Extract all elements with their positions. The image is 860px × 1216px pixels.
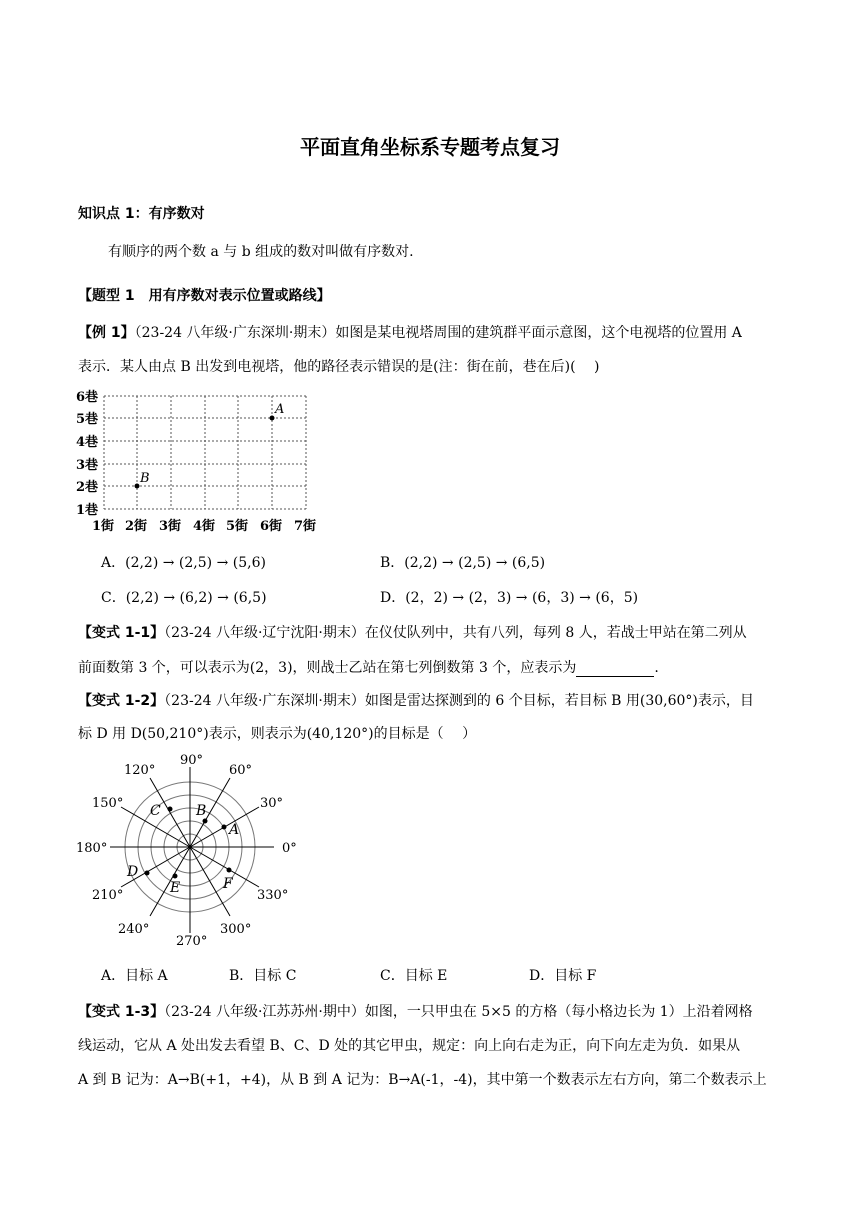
grid-y-label: 5巷	[76, 412, 99, 427]
radar-angle-label: 90°	[180, 753, 204, 768]
target-e-label: E	[170, 880, 181, 896]
variant-1-2-option-b[interactable]: B．目标 C	[229, 968, 297, 984]
knowledge-point-heading: 知识点 1：有序数对	[78, 206, 205, 222]
variant-1-2-tag: 【变式 1-2】	[78, 693, 165, 709]
variant-1-1-tag: 【变式 1-1】	[78, 625, 165, 641]
variant-1-3-text1: （23-24 八年级·江苏苏州·期中）如图，一只甲虫在 5×5 的方格（每小格边长为 1）上沿着网格	[164, 1004, 753, 1020]
radar-figure	[74, 748, 304, 950]
question-type-heading: 【题型 1 用有序数对表示位置或路线】	[78, 288, 331, 304]
point-a-label: A	[275, 402, 285, 417]
variant-1-2-option-c[interactable]: C．目标 E	[380, 968, 448, 984]
target-a-label: A	[229, 822, 240, 838]
radar-angle-label: 270°	[176, 934, 208, 949]
grid-x-label: 1街	[92, 519, 115, 534]
radar-angle-label: 150°	[92, 796, 124, 811]
street-grid-figure	[74, 388, 324, 536]
knowledge-point-text: 有顺序的两个数 a 与 b 组成的数对叫做有序数对.	[108, 244, 414, 260]
page-title: 平面直角坐标系专题考点复习	[300, 135, 560, 159]
radar-angle-label: 30°	[260, 796, 284, 811]
grid-x-label: 7街	[294, 519, 317, 534]
variant-1-3-tag: 【变式 1-3】	[78, 1004, 165, 1020]
target-b	[203, 819, 208, 824]
point-a	[270, 416, 275, 421]
grid-x-label: 6街	[260, 519, 283, 534]
grid-x-label: 3街	[159, 519, 182, 534]
radar-angle-label: 330°	[257, 888, 289, 903]
target-d	[145, 871, 150, 876]
example-1-option-c[interactable]: C．(2,2) → (6,2) → (6,5)	[101, 590, 267, 606]
variant-1-1-text1: （23-24 八年级·辽宁沈阳·期末）在仪仗队列中，共有八列，每列 8 人，若战士甲站在第二列从	[164, 625, 747, 641]
variant-1-1-line2	[78, 657, 659, 677]
radar-angle-label: 0°	[282, 841, 297, 856]
grid-y-label: 2巷	[76, 480, 99, 495]
example-1-text1: （23-24 八年级·广东深圳·期末）如图是某电视塔周围的建筑群平面示意图，这个电视塔的位置用 A	[134, 325, 742, 341]
target-f-label: F	[223, 876, 233, 892]
example-1-tag: 【例 1】	[78, 325, 135, 341]
variant-1-2-text1: （23-24 八年级·广东深圳·期末）如图是雷达探测到的 6 个目标，若目标 B 用(30,60°)表示，目	[164, 693, 754, 709]
target-c	[168, 807, 173, 812]
radar-angle-label: 300°	[220, 922, 252, 937]
variant-1-2-line1	[78, 690, 754, 710]
target-f	[227, 868, 232, 873]
example-1-option-b[interactable]: B．(2,2) → (2,5) → (6,5)	[380, 555, 546, 571]
target-b-label: B	[196, 803, 207, 819]
example-1-line1	[78, 322, 742, 342]
grid-y-label: 6巷	[76, 390, 99, 405]
grid-y-label: 3巷	[76, 458, 99, 473]
variant-1-1-text2: 前面数第 3 个，可以表示为(2，3)，则战士乙站在第七列倒数第 3 个，应表示为	[78, 660, 577, 676]
target-a	[222, 825, 227, 830]
variant-1-3-line2: 线运动，它从 A 处出发去看望 B、C、D 处的其它甲虫，规定：向上向右走为正，向下向左走为负．如果从	[78, 1038, 741, 1054]
radar-angle-label: 60°	[229, 763, 253, 778]
point-b-label: B	[140, 471, 150, 486]
variant-1-2-line2: 标 D 用 D(50,210°)表示，则表示为(40,120°)的目标是（ ）	[78, 726, 477, 742]
radar-angle-label: 240°	[118, 922, 150, 937]
variant-1-1-end: .	[654, 660, 659, 676]
grid-x-label: 5街	[226, 519, 249, 534]
variant-1-3-line1	[78, 1001, 753, 1021]
example-1-line2: 表示．某人由点 B 出发到电视塔，他的路径表示错误的是(注：街在前，巷在后)( )	[78, 359, 600, 375]
radar-angle-label: 180°	[76, 841, 108, 856]
point-b	[135, 484, 140, 489]
variant-1-2-option-a[interactable]: A．目标 A	[101, 968, 168, 984]
radar-angle-label: 210°	[92, 888, 124, 903]
answer-blank[interactable]	[576, 662, 654, 677]
target-c-label: C	[150, 803, 161, 819]
variant-1-1-line1	[78, 622, 747, 642]
example-1-option-a[interactable]: A．(2,2) → (2,5) → (5,6)	[101, 555, 266, 571]
example-1-option-d[interactable]: D．(2，2) → (2，3) → (6，3) → (6，5)	[380, 590, 639, 606]
target-e	[173, 874, 178, 879]
grid-y-label: 1巷	[76, 503, 99, 518]
grid-x-label: 4街	[193, 519, 216, 534]
variant-1-2-option-d[interactable]: D．目标 F	[529, 968, 597, 984]
grid-y-label: 4巷	[76, 435, 99, 450]
radar-angle-label: 120°	[124, 763, 156, 778]
grid-x-label: 2街	[125, 519, 148, 534]
target-d-label: D	[127, 864, 139, 880]
variant-1-3-line3: A 到 B 记为：A→B(+1，+4)，从 B 到 A 记为：B→A(-1，-4)，其中第一个数表示左右方向，第二个数表示上	[78, 1072, 767, 1088]
